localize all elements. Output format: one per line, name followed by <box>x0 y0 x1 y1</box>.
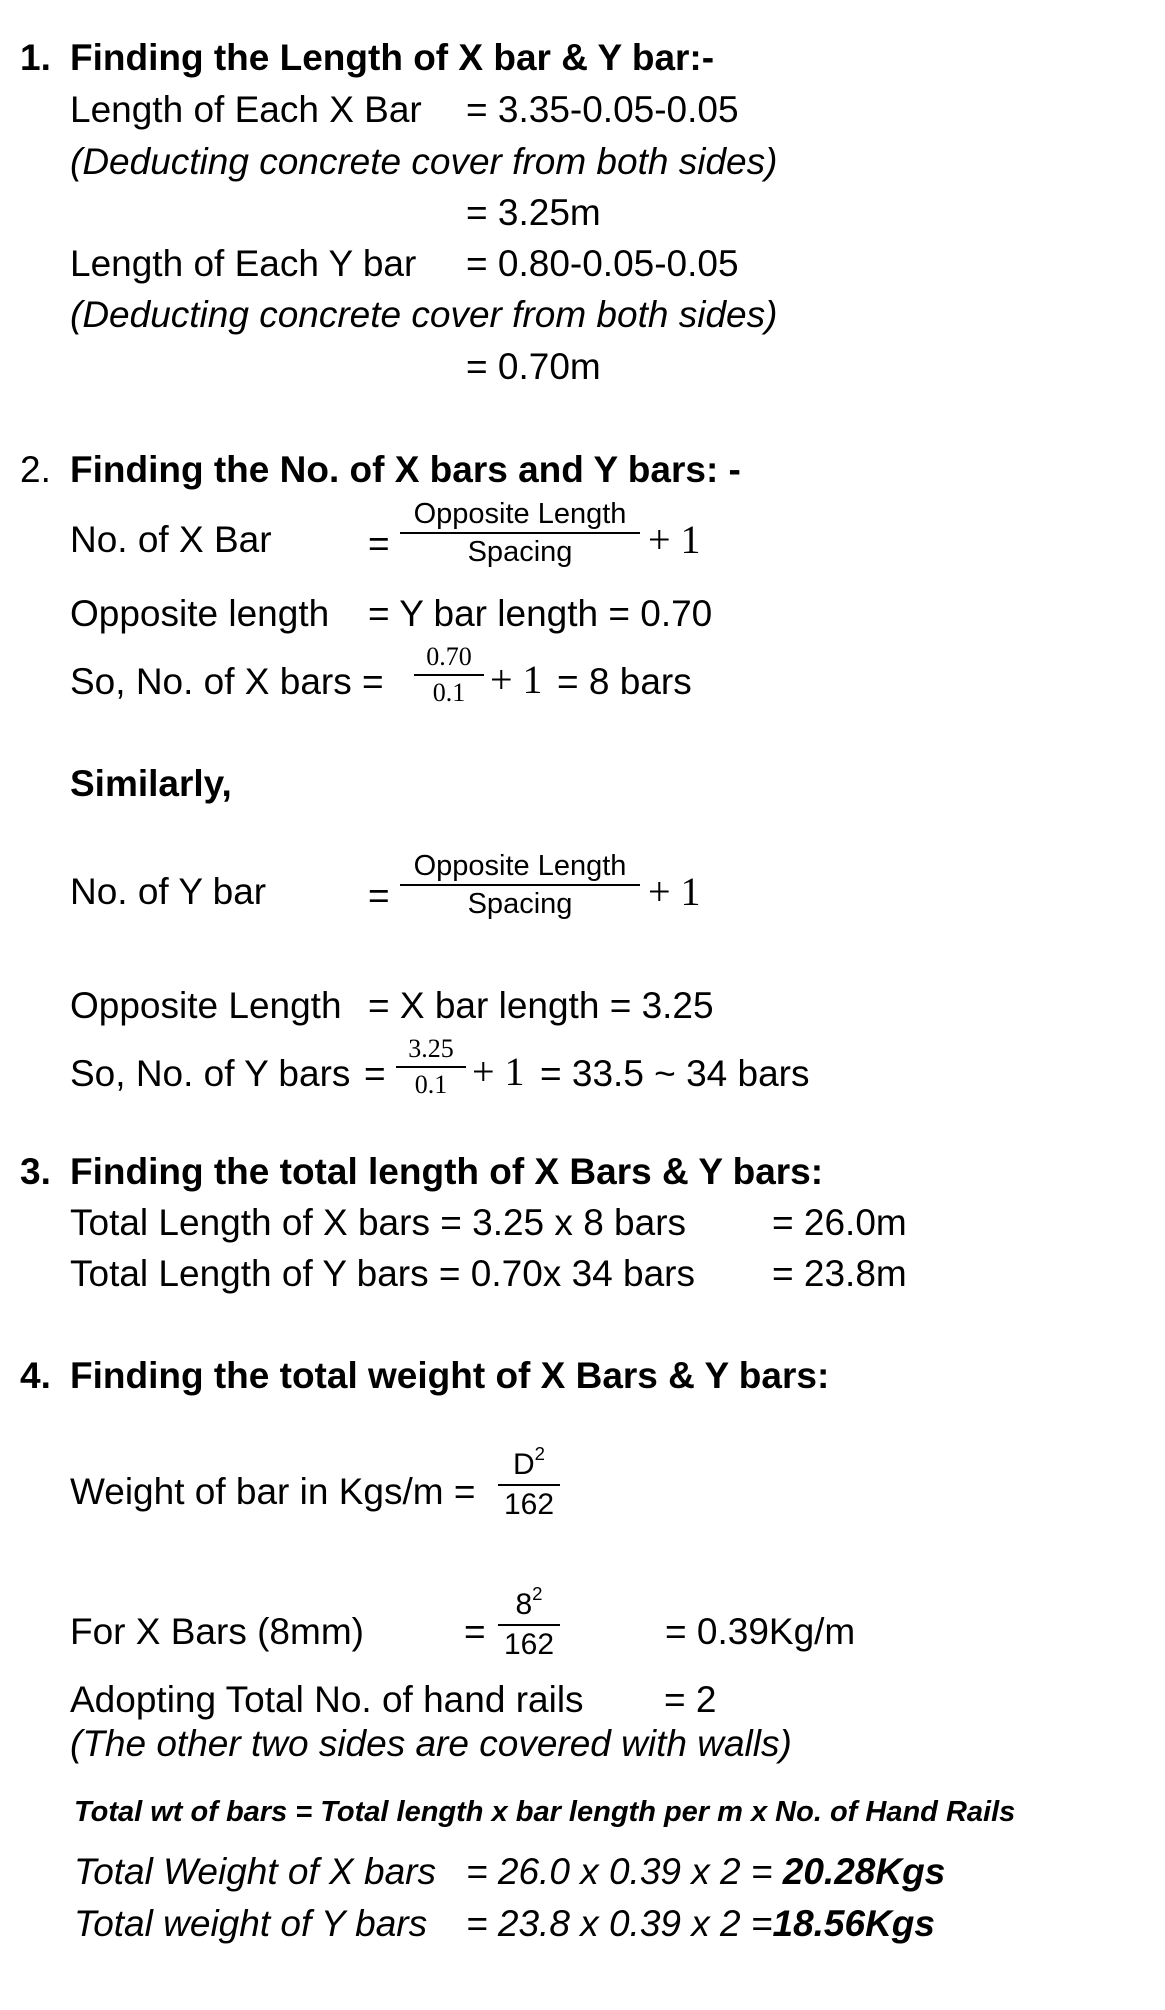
section-1-heading: Finding the Length of X bar & Y bar:- <box>70 37 715 78</box>
section-2-heading: Finding the No. of X bars and Y bars: - <box>70 449 741 490</box>
total-weight-y-value: 18.56Kgs <box>772 1903 935 1944</box>
total-weight-x-expr-text: = 26.0 x 0.39 x 2 = <box>466 1851 773 1892</box>
total-weight-y-expr-text: = 23.8 x 0.39 x 2 = <box>466 1903 773 1944</box>
y-bar-length-result: = 0.70m <box>466 346 601 387</box>
y-bars-result: = 33.5 ~ 34 bars <box>540 1053 810 1094</box>
so-no-of-y-bars-equals: = <box>364 1053 386 1094</box>
fraction-denominator: 0.1 <box>414 1070 448 1099</box>
cover-note-1: (Deducting concrete cover from both sides) <box>70 141 778 182</box>
total-weight-y-label: Total weight of Y bars <box>74 1903 428 1944</box>
opposite-length-y-value: = X bar length = 3.25 <box>368 985 714 1026</box>
fraction-numerator: Opposite Length <box>413 850 627 882</box>
fraction-denominator: 0.1 <box>432 678 466 707</box>
hand-rails-value: = 2 <box>664 1679 717 1720</box>
x-bar-count-fraction <box>400 496 640 570</box>
section-3-heading: Finding the total length of X Bars & Y bars: <box>70 1151 824 1192</box>
total-weight-y-expression <box>466 1902 935 1946</box>
total-length-y-value: = 23.8m <box>772 1253 907 1294</box>
x-bars-8mm-label: For X Bars (8mm) <box>70 1611 364 1652</box>
x-bar-length-result: = 3.25m <box>466 192 601 233</box>
so-no-of-y-bars-label: So, No. of Y bars <box>70 1053 351 1094</box>
plus-one: + 1 <box>648 869 701 914</box>
plus-one: + 1 <box>472 1049 525 1094</box>
fraction-denominator: 162 <box>503 1628 555 1661</box>
numerator-base: 8 <box>515 1588 533 1621</box>
x-bars-result: = 8 bars <box>557 661 692 702</box>
total-length-y-bars: Total Length of Y bars = 0.70x 34 bars <box>70 1253 695 1294</box>
total-length-x-bars: Total Length of X bars = 3.25 x 8 bars <box>70 1202 687 1243</box>
plus-one: + 1 <box>490 657 543 702</box>
plus-one: + 1 <box>648 517 701 562</box>
so-no-of-x-bars-label: So, No. of X bars = <box>70 661 384 702</box>
numerator-exponent: 2 <box>534 1443 545 1465</box>
section-4-number: 4. <box>20 1355 51 1396</box>
total-weight-x-value: 20.28Kgs <box>782 1851 946 1892</box>
numerator-exponent: 2 <box>532 1583 543 1605</box>
bar-weight-fraction <box>498 1443 560 1524</box>
opposite-length-x-value: = Y bar length = 0.70 <box>368 593 713 634</box>
fraction-numerator: 0.70 <box>426 642 472 671</box>
hand-rails-note: (The other two sides are covered with walls) <box>70 1723 792 1764</box>
hand-rails-label: Adopting Total No. of hand rails <box>70 1679 584 1720</box>
y-bar-count-fraction <box>400 848 640 922</box>
section-3-number: 3. <box>20 1151 51 1192</box>
y-bar-length-expression: = 0.80-0.05-0.05 <box>466 243 739 284</box>
total-length-x-value: = 26.0m <box>772 1202 907 1243</box>
x-bars-8mm-equals: = <box>464 1611 486 1652</box>
no-of-y-bar-label: No. of Y bar <box>70 871 267 912</box>
fraction-denominator: Spacing <box>467 888 573 920</box>
fraction-denominator: 162 <box>503 1488 555 1521</box>
section-2-number: 2. <box>20 449 51 490</box>
opposite-length-x-label: Opposite length <box>70 593 330 634</box>
no-of-y-bar-equals: = <box>368 875 390 916</box>
fraction-numerator <box>498 1583 560 1624</box>
x-bar-length-label: Length of Each X Bar <box>70 89 422 130</box>
cover-note-2: (Deducting concrete cover from both sides) <box>70 294 778 335</box>
total-weight-formula: Total wt of bars = Total length x bar length per m x No. of Hand Rails <box>74 1796 1016 1828</box>
fraction-numerator: Opposite Length <box>413 498 627 530</box>
x-bar-length-expression: = 3.35-0.05-0.05 <box>466 89 739 130</box>
y-bar-length-label: Length of Each Y bar <box>70 243 417 284</box>
y-bars-fraction <box>396 1032 466 1102</box>
fraction-numerator: 3.25 <box>408 1034 454 1063</box>
no-of-x-bar-equals: = <box>368 523 390 564</box>
fraction-numerator <box>498 1443 560 1484</box>
similarly-label: Similarly, <box>70 763 232 804</box>
bar-weight-formula-label: Weight of bar in Kgs/m = <box>70 1471 476 1512</box>
x-bars-weight-value: = 0.39Kg/m <box>665 1611 856 1652</box>
total-weight-x-label: Total Weight of X bars <box>74 1851 436 1892</box>
total-weight-x-expression <box>466 1850 945 1894</box>
x-bars-weight-fraction <box>498 1583 560 1664</box>
numerator-base: D <box>512 1448 535 1481</box>
opposite-length-y-label: Opposite Length <box>70 985 342 1026</box>
section-1-number: 1. <box>20 37 51 78</box>
x-bars-fraction <box>414 640 484 710</box>
no-of-x-bar-label: No. of X Bar <box>70 519 272 560</box>
fraction-denominator: Spacing <box>467 536 573 568</box>
section-4-heading: Finding the total weight of X Bars & Y bars: <box>70 1355 830 1396</box>
